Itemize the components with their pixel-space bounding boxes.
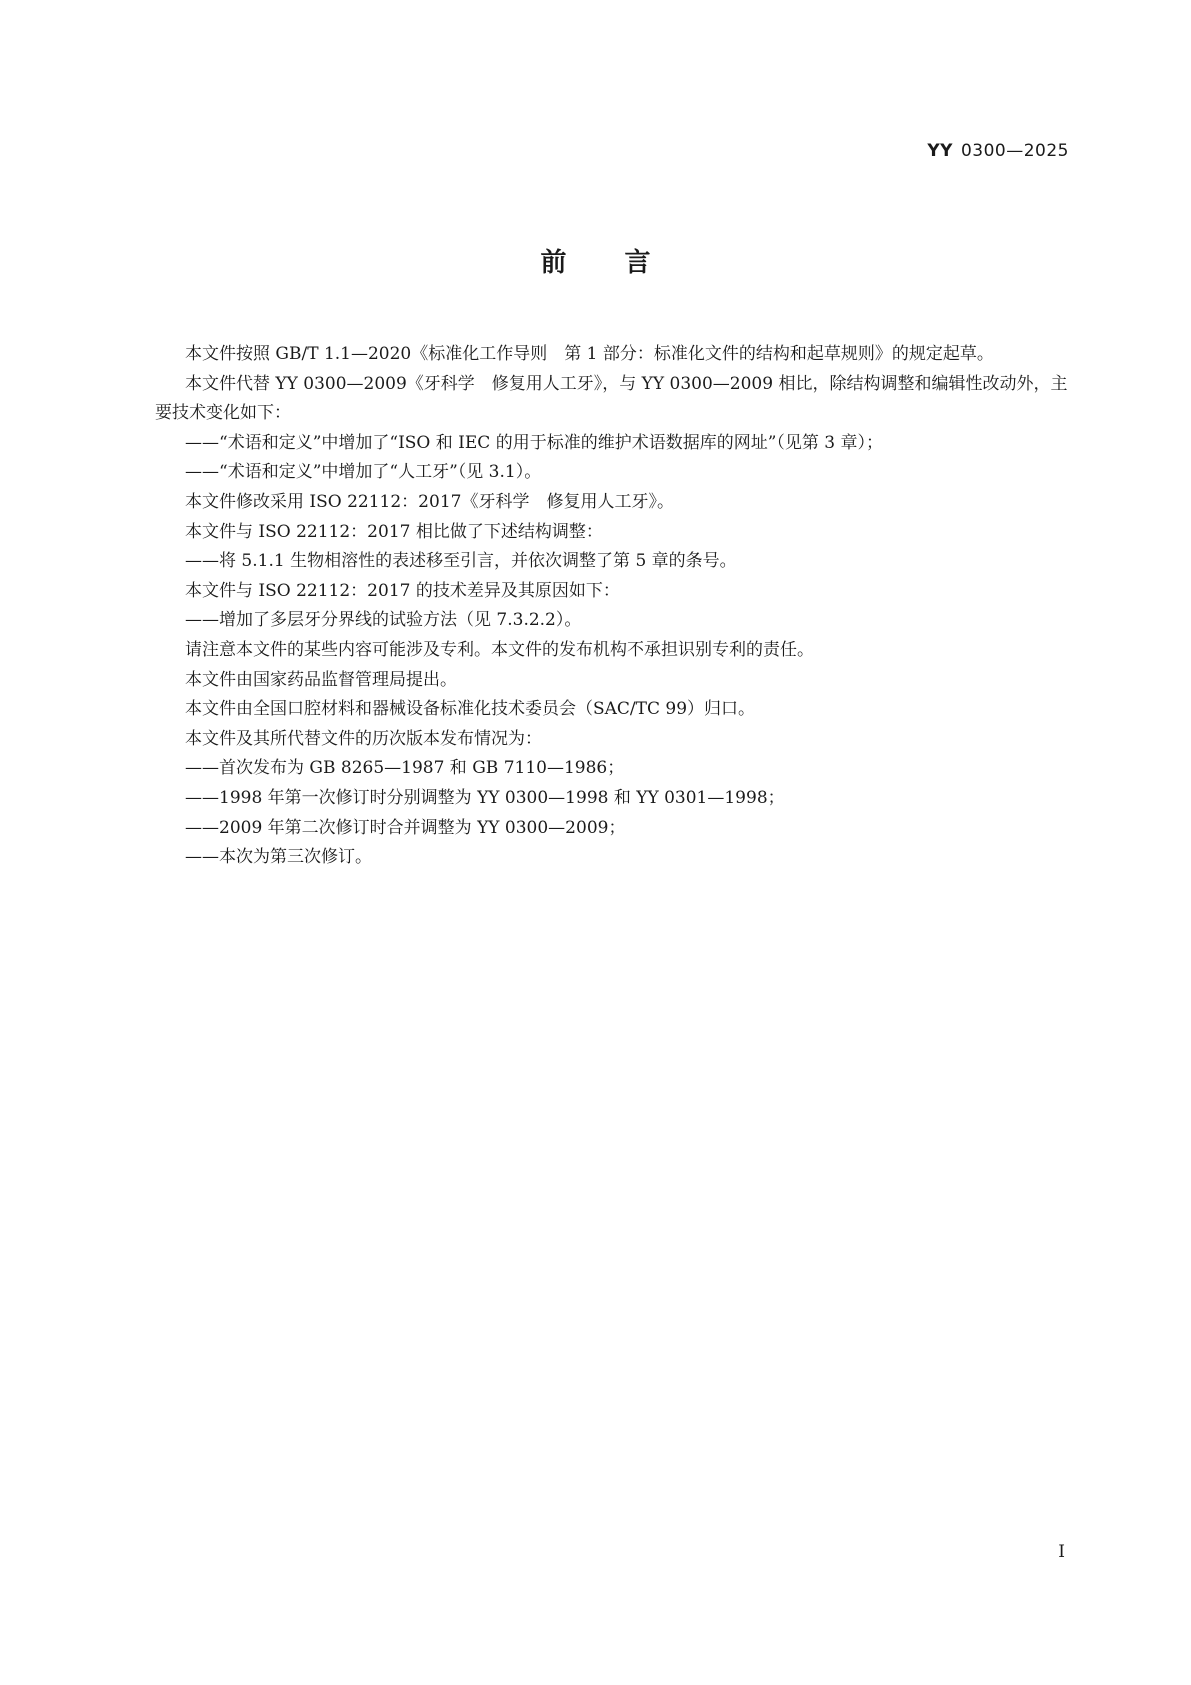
document-code-number: 0300—2025: [960, 141, 1069, 161]
dash-list-item: ——2009 年第二次修订时合并调整为 YY 0300—2009；: [185, 817, 626, 838]
document-code: [927, 141, 1069, 161]
paragraph: 本文件代替 YY 0300—2009《牙科学 修复用人工牙》，与 YY 0300—2009 相比，除结构调整和编辑性改动外，主要技术变化如下：: [155, 373, 1068, 424]
page-title: 前言: [540, 248, 709, 278]
dash-list-item: ——“术语和定义”中增加了“ISO 和 IEC 的用于标准的维护术语数据库的网址”（见第 3 章）；: [185, 432, 884, 453]
page-number: I: [1058, 1542, 1065, 1562]
dash-list-item: ——“术语和定义”中增加了“人工牙”（见 3.1）。: [185, 462, 542, 483]
document-code-prefix: YY: [927, 141, 953, 161]
paragraph: 本文件修改采用 ISO 22112：2017《牙科学 修复用人工牙》。: [185, 491, 674, 512]
dash-list-item: ——本次为第三次修订。: [185, 847, 372, 868]
dash-list-item: ——1998 年第一次修订时分别调整为 YY 0300—1998 和 YY 0301—1998；: [185, 787, 785, 808]
paragraph: 本文件与 ISO 22112：2017 相比做了下述结构调整：: [185, 521, 603, 542]
dash-list-item: ——首次发布为 GB 8265—1987 和 GB 7110—1986；: [185, 758, 625, 779]
paragraph: 本文件按照 GB/T 1.1—2020《标准化工作导则 第 1 部分：标准化文件的结构和起草规则》的规定起草。: [185, 344, 994, 364]
paragraph: 本文件及其所代替文件的历次版本发布情况为：: [185, 728, 542, 749]
paragraph: 本文件由国家药品监督管理局提出。: [185, 669, 457, 690]
dash-list-item: ——增加了多层牙分界线的试验方法（见 7.3.2.2）。: [185, 610, 582, 631]
paragraph: 请注意本文件的某些内容可能涉及专利。本文件的发布机构不承担识别专利的责任。: [185, 639, 814, 660]
foreword-body: [155, 340, 1070, 873]
paragraph: 本文件与 ISO 22112：2017 的技术差异及其原因如下：: [185, 580, 620, 601]
dash-list-item: ——将 5.1.1 生物相溶性的表述移至引言，并依次调整了第 5 章的条号。: [185, 551, 737, 572]
paragraph: 本文件由全国口腔材料和器械设备标准化技术委员会（SAC/TC 99）归口。: [185, 699, 756, 720]
